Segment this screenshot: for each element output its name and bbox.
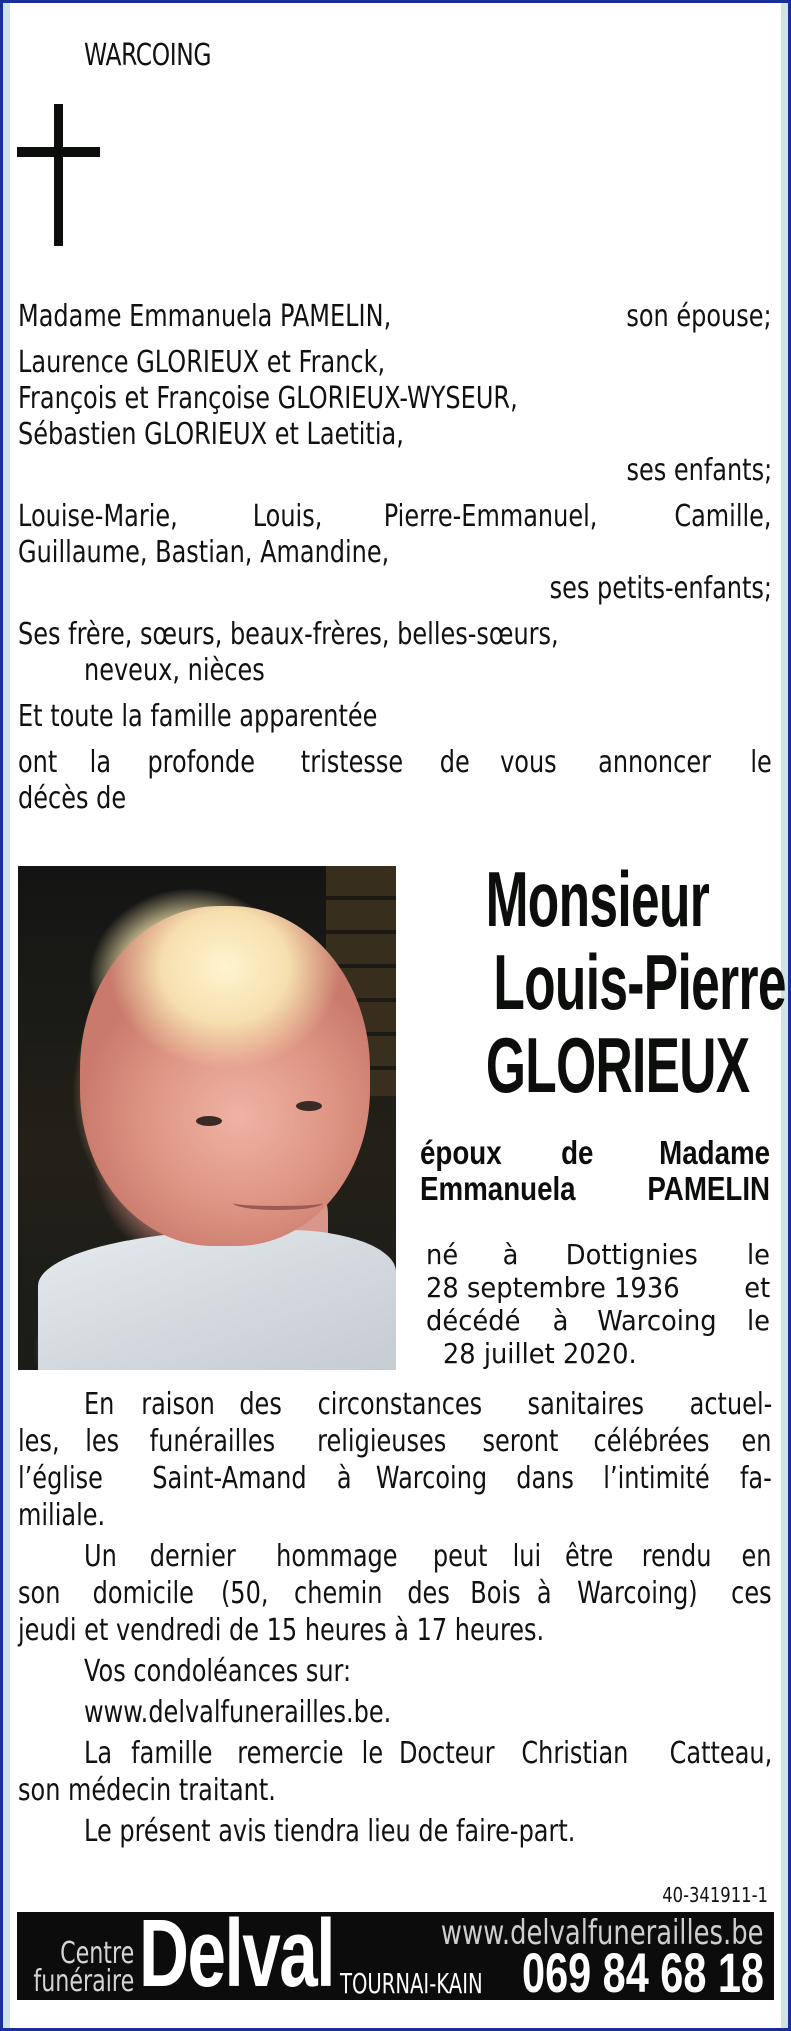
- deceased-last-name: GLORIEUX: [485, 1021, 750, 1109]
- children-relation: ses enfants;: [626, 453, 772, 488]
- grandchildren-line-1: Louise-Marie, Louis, Pierre-Emmanuel, Camille,: [18, 499, 772, 534]
- announce-line-1: ont la profonde tristesse de vous annoncer le: [18, 745, 772, 780]
- date-line: décédé à Warcoing le: [426, 1304, 770, 1337]
- funeral-home-banner[interactable]: [17, 1912, 774, 2000]
- banner-website[interactable]: www.delvalfunerailles.be: [441, 1913, 764, 1953]
- paragraph-line: son médecin traitant.: [18, 1773, 276, 1808]
- notice-body: [18, 1386, 772, 1850]
- child-line: François et Françoise GLORIEUX-WYSEUR,: [18, 381, 518, 416]
- spouse-of: époux de Madame Emmanuela PAMELIN: [420, 1134, 770, 1207]
- date-line: 28 septembre 1936 et: [426, 1271, 770, 1304]
- paragraph-line: Un dernier hommage peut lui être rendu en: [84, 1539, 772, 1574]
- condolences-link[interactable]: www.delvalfunerailles.be.: [84, 1695, 392, 1730]
- cross-icon: [54, 104, 63, 246]
- paragraph-line: En raison des circonstances sanitaires actuel-: [84, 1387, 772, 1422]
- family-spouse-line: [18, 299, 772, 335]
- spouse-relation: son épouse;: [626, 299, 772, 334]
- siblings-line-2: neveux, nièces: [84, 653, 265, 688]
- frame-strip-left: [3, 3, 10, 2028]
- cross-icon-bar: [17, 147, 100, 157]
- siblings-line-1: Ses frère, sœurs, beaux-frères, belles-sœurs,: [18, 617, 559, 652]
- portrait-photo: [18, 866, 396, 1370]
- paragraph-line: La famille remercie le Docteur Christian Catteau,: [84, 1736, 772, 1771]
- deceased-title: Monsieur: [485, 855, 709, 943]
- spouse-name: Madame Emmanuela PAMELIN,: [18, 299, 392, 334]
- paragraph-line: jeudi et vendredi de 15 heures à 17 heures.: [18, 1613, 545, 1648]
- birth-death-dates: [426, 1238, 770, 1370]
- date-line: né à Dottignies le: [426, 1238, 770, 1271]
- grandchildren-line-2: Guillaume, Bastian, Amandine,: [18, 535, 390, 570]
- paragraph-line: miliale.: [18, 1498, 106, 1533]
- town-heading: WARCOING: [84, 38, 212, 73]
- banner-brand: Delval: [139, 1912, 335, 2000]
- deceased-name: [418, 855, 786, 1109]
- child-line: Sébastien GLORIEUX et Laetitia,: [18, 417, 404, 452]
- paragraph-line: l’église Saint-Amand à Warcoing dans l’intimité fa-: [18, 1461, 772, 1496]
- banner-city: TOURNAI-KAIN: [340, 1967, 483, 2000]
- condolences-label: Vos condoléances sur:: [84, 1654, 352, 1689]
- family-list: [18, 299, 772, 817]
- child-line: Laurence GLORIEUX et Franck,: [18, 345, 386, 380]
- announce-line-2: décès de: [18, 781, 127, 816]
- extended-family: Et toute la famille apparentée: [18, 699, 378, 734]
- paragraph-line: son domicile (50, chemin des Bois à Warcoing) ces: [18, 1576, 772, 1611]
- notice-reference: 40-341911-1: [662, 1883, 768, 1907]
- date-line: 28 juillet 2020.: [442, 1337, 637, 1370]
- banner-prefix-2: funéraire: [33, 1964, 134, 1999]
- deceased-first-name: Louis-Pierre: [493, 938, 786, 1026]
- closing-line: Le présent avis tiendra lieu de faire-part.: [84, 1814, 576, 1849]
- banner-prefix-1: Centre: [59, 1936, 134, 1971]
- banner-phone[interactable]: 069 84 68 18: [522, 1941, 764, 2000]
- paragraph-line: les, les funérailles religieuses seront célébrées en: [18, 1424, 772, 1459]
- grandchildren-relation: ses petits-enfants;: [549, 571, 772, 606]
